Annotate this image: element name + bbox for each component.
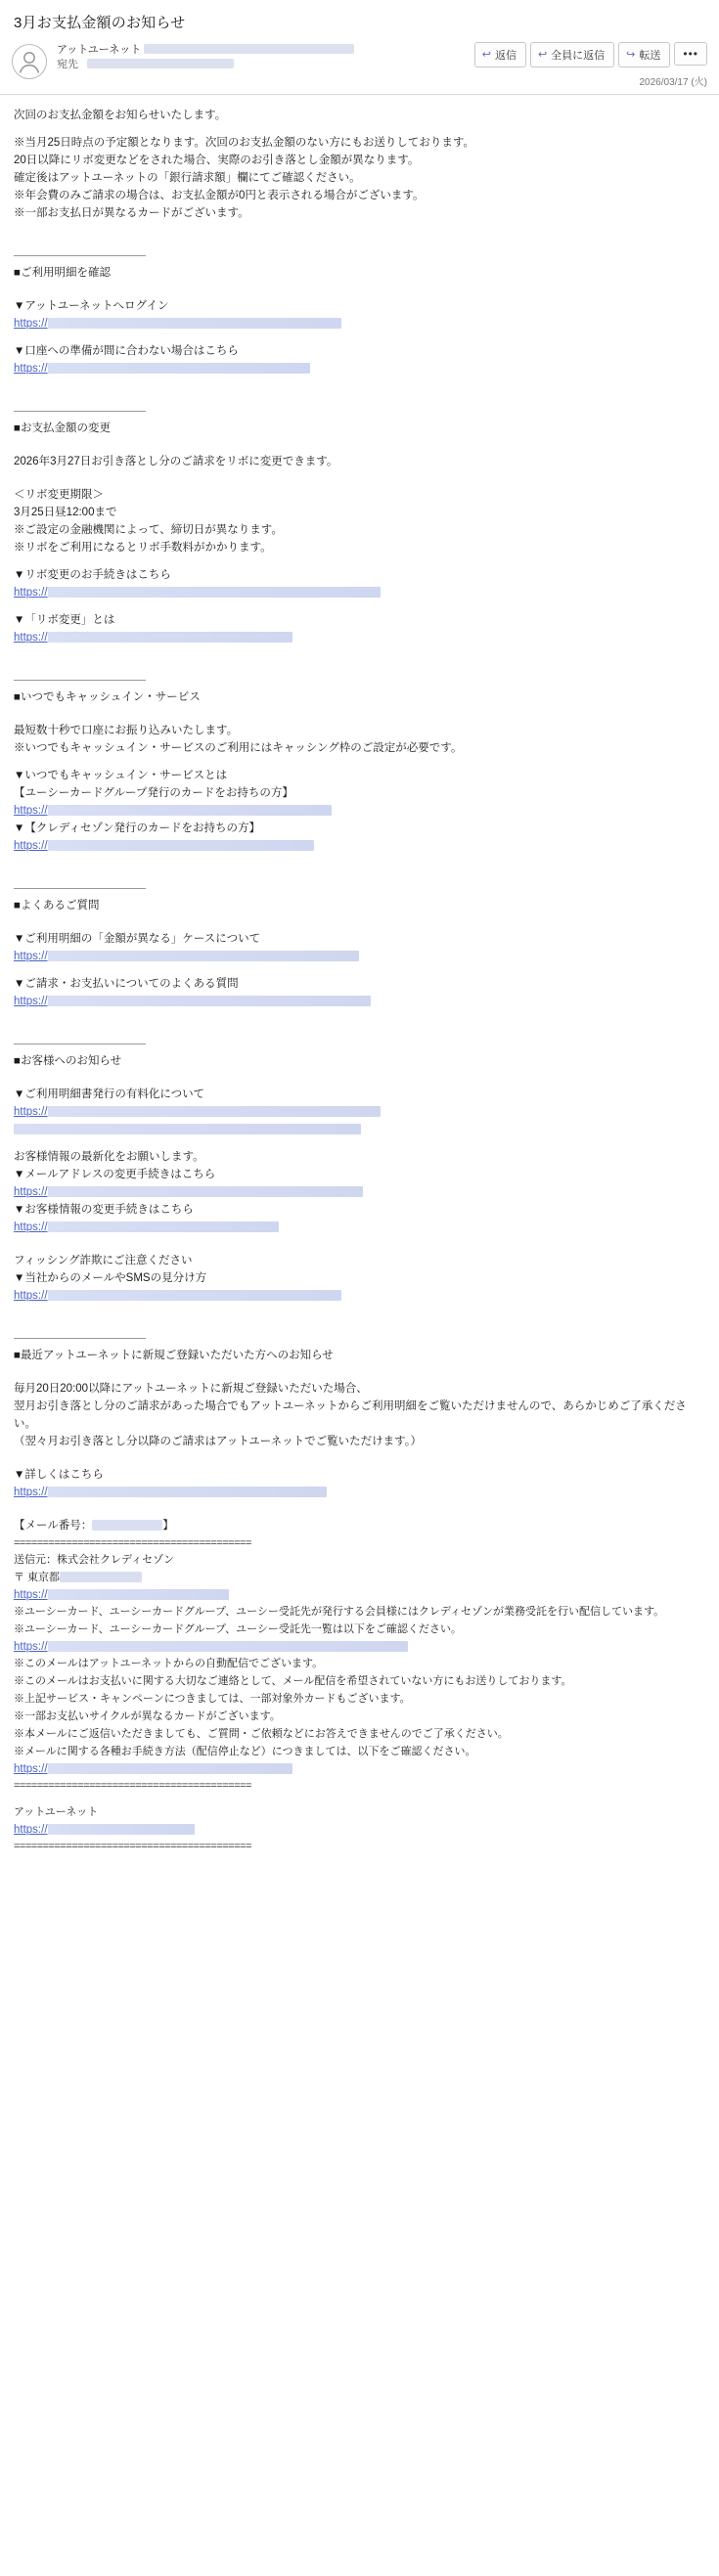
divider-equals: ========================================= [14,1780,251,1792]
body-line: ▼【クレディセゾン発行のカードをお持ちの方】 [14,822,260,834]
link-url-obscured[interactable] [14,1124,361,1134]
link-url-obscured[interactable] [48,1487,327,1497]
divider [14,411,146,412]
link-row[interactable] [14,1822,705,1839]
footer-note: ※一部お支払いサイクルが異なるカードがございます。 [14,1710,281,1722]
mail-number-close: 】 [162,1520,174,1532]
link-row[interactable] [14,360,705,378]
body-line: 確定後はアットユーネットの「銀行請求額」欄にてご確認ください。 [14,172,361,184]
body-line: ▼メールアドレスの変更手続きはこちら [14,1169,216,1180]
footer-note: ※ユーシーカード、ユーシーカードグループ、ユーシー受託先が発行する会員様にはクレディセゾンが業務受託を行い配信しています。 [14,1606,665,1618]
body-line: 2026年3月27日お引き落とし分のご請求をリボに変更できます。 [14,456,338,467]
link-url-obscured[interactable] [48,587,381,598]
email-subject: 3月お支払金額のお知らせ [14,15,186,31]
footer-note: ※このメールはアットユーネットからの自動配信でございます。 [14,1658,324,1669]
body-line: ▼リボ変更のお手続きはこちら [14,569,171,581]
body-line: お客様情報の最新化をお願いします。 [14,1151,204,1163]
footer-sender: 送信元：株式会社クレディセゾン [14,1554,175,1566]
link-row[interactable] [14,837,705,855]
body-line: ▼ご請求・お支払いについてのよくある質問 [14,978,239,990]
footer-note: ※本メールにご返信いただきましても、ご質問・ご依頼などにお答えできませんのでご了承ください。 [14,1728,509,1740]
link-prefix: https:// [14,996,48,1007]
reply-all-button-label: 全員に返信 [551,50,606,62]
reply-button[interactable] [474,42,526,67]
recipient-line [57,58,467,72]
footer-address [14,1570,705,1587]
footer-note: ※上記サービス・キャンペーンにつきましては、一部対象外カードもございます。 [14,1693,411,1705]
link-url-obscured[interactable] [48,1221,279,1232]
link-row[interactable] [14,993,705,1010]
forward-button[interactable] [618,42,670,67]
mail-number-row [14,1517,705,1534]
link-prefix: https:// [14,1290,48,1302]
section-heading: ■最近アットユーネットに新規ご登録いただいた方へのお知らせ [14,1350,334,1361]
link-url-obscured[interactable] [48,996,371,1006]
body-line: 最短数十秒で口座にお振り込みいたします。 [14,725,239,736]
link-row[interactable] [14,1484,705,1501]
link-prefix: https:// [14,951,48,962]
body-line: ▼いつでもキャッシュイン・サービスとは [14,770,228,781]
divider [14,680,146,681]
link-url-obscured[interactable] [48,1290,341,1301]
section-heading: ■お客様へのお知らせ [14,1055,122,1067]
sender-name: アットユーネット [57,44,142,56]
link-row[interactable] [14,315,705,333]
email-footer [14,1552,705,1855]
body-line: ▼当社からのメールやSMSの見分け方 [14,1272,207,1284]
link-prefix: https:// [14,363,48,375]
body-line: フィッシング詐欺にご注意ください [14,1255,193,1266]
recipient-email-redacted [87,59,234,68]
footer-address-redacted [60,1572,142,1582]
link-row[interactable] [14,584,705,601]
link-prefix: https:// [14,1824,48,1836]
body-line: ▼口座への準備が間に合わない場合はこちら [14,345,239,357]
link-url-obscured[interactable] [48,632,292,643]
divider [14,888,146,889]
more-actions-button[interactable] [674,42,707,66]
link-url-obscured[interactable] [48,1186,363,1197]
link-prefix: https:// [14,587,48,599]
link-url-obscured[interactable] [48,1106,381,1117]
link-row[interactable] [14,802,705,820]
reply-all-icon: ↩ [537,48,548,61]
link-prefix: https:// [14,1221,48,1233]
address-block [57,42,467,72]
divider-equals: ========================================= [14,1841,251,1852]
body-line: ※いつでもキャッシュイン・サービスのご利用にはキャッシング枠のご設定が必要です。 [14,742,463,754]
body-line: ＜リボ変更期限＞ [14,489,104,501]
body-line: ▼詳しくはこちら [14,1469,104,1481]
footer-address-text: 〒 東京都 [14,1572,61,1583]
body-line: ※リボをご利用になるとリボ手数料がかかります。 [14,542,272,554]
body-line: ※一部お支払日が異なるカードがございます。 [14,207,249,219]
link-url-obscured[interactable] [48,951,359,961]
link-url-obscured[interactable] [48,840,314,851]
section-heading: ■ご利用明細を確認 [14,267,111,279]
link-row[interactable] [14,1183,705,1201]
link-row[interactable] [14,1219,705,1236]
forward-button-label: 転送 [639,50,661,62]
link-prefix: https:// [14,840,48,852]
divider [14,1338,146,1339]
body-line: ※年会費のみご請求の場合は、お支払金額が0円と表示される場合がございます。 [14,190,425,201]
email-body [0,95,719,1879]
link-row-wrap[interactable] [14,1121,705,1138]
avatar [12,44,47,79]
mail-number-value-redacted [92,1520,162,1531]
sender-email-redacted [144,44,354,54]
body-line: （翌々月お引き落とし分以降のご請求はアットユーネットでご覧いただけます。） [14,1436,422,1447]
footer-note: ※ユーシーカード、ユーシーカードグループ、ユーシー受託先一覧は以下をご確認ください。 [14,1623,462,1635]
link-prefix: https:// [14,318,48,330]
body-line: ▼お客様情報の変更手続きはこちら [14,1204,194,1216]
email-header [0,0,719,95]
link-prefix: https:// [14,1186,48,1198]
footer-note: ※メールに関する各種お手続き方法（配信停止など）につきましては、以下をご確認ください。 [14,1746,476,1757]
link-prefix: https:// [14,1641,48,1653]
more-actions-label: ••• [683,47,698,61]
section-heading: ■いつでもキャッシュイン・サービス [14,691,201,703]
section-heading: ■お支払金額の変更 [14,422,111,434]
link-prefix: https:// [14,1589,48,1601]
reply-button-label: 返信 [494,50,517,62]
link-row[interactable] [14,1639,705,1656]
link-row[interactable] [14,1287,705,1305]
link-prefix: https:// [14,1487,48,1498]
link-row[interactable] [14,1587,705,1604]
link-url-obscured[interactable] [48,1589,229,1600]
link-row[interactable] [14,1103,705,1121]
footer-closing-name: アットユーネット [14,1806,99,1818]
mail-number-label: 【メール番号： [14,1520,93,1532]
footer-note: ※このメールはお支払いに関する大切なご連絡として、メール配信を希望されていない方にもお送りしております。 [14,1675,572,1687]
body-line: 次回のお支払金額をお知らせいたします。 [14,110,227,121]
sender-line [57,43,467,58]
body-line: ▼ご利用明細書発行の有料化について [14,1088,205,1100]
link-url-obscured[interactable] [48,318,341,329]
body-line: 20日以降にリボ変更などをされた場合、実際のお引き落とし金額が異なります。 [14,155,420,166]
body-line: ※ご設定の金融機関によって、締切日が異なります。 [14,524,283,536]
body-line: 毎月20日20:00以降にアットユーネットに新規ご登録いただいた場合、 [14,1383,368,1395]
link-row[interactable] [14,629,705,646]
link-url-obscured[interactable] [48,1763,292,1774]
link-prefix: https:// [14,632,48,644]
body-line: ▼ご利用明細の「金額が異なる」ケースについて [14,933,261,945]
body-line: ▼アットユーネットへログイン [14,300,169,312]
link-url-obscured[interactable] [48,1824,195,1835]
link-url-obscured[interactable] [48,805,332,816]
action-buttons [474,42,707,67]
body-line: 【ユーシーカードグループ発行のカードをお持ちの方】 [14,787,293,799]
section-heading: ■よくあるご質問 [14,900,100,911]
reply-all-button[interactable] [530,42,614,67]
body-line: ※当月25日時点の予定額となります。次回のお支払金額のない方にもお送りしております。 [14,137,474,149]
body-line: 翌月お引き落とし分のご請求があった場合でもアットユーネットからご利用明細をご覧いただけませんので、あらかじめご了承ください。 [14,1400,687,1430]
reply-icon: ↩ [481,48,491,61]
body-line: 3月25日昼12:00まで [14,507,117,518]
link-prefix: https:// [14,1763,48,1775]
link-url-obscured[interactable] [48,1641,408,1652]
link-url-obscured[interactable] [48,363,310,374]
forward-icon: ↪ [626,48,636,61]
body-line: ▼「リボ変更」とは [14,614,115,626]
link-row[interactable] [14,948,705,965]
link-row[interactable] [14,1761,705,1778]
link-prefix: https:// [14,1106,48,1118]
to-label: 宛先 [57,59,78,70]
divider [14,255,146,256]
email-date: 2026/03/17 (火) [639,77,707,88]
divider-equals: ========================================= [14,1537,251,1549]
link-prefix: https:// [14,805,48,817]
